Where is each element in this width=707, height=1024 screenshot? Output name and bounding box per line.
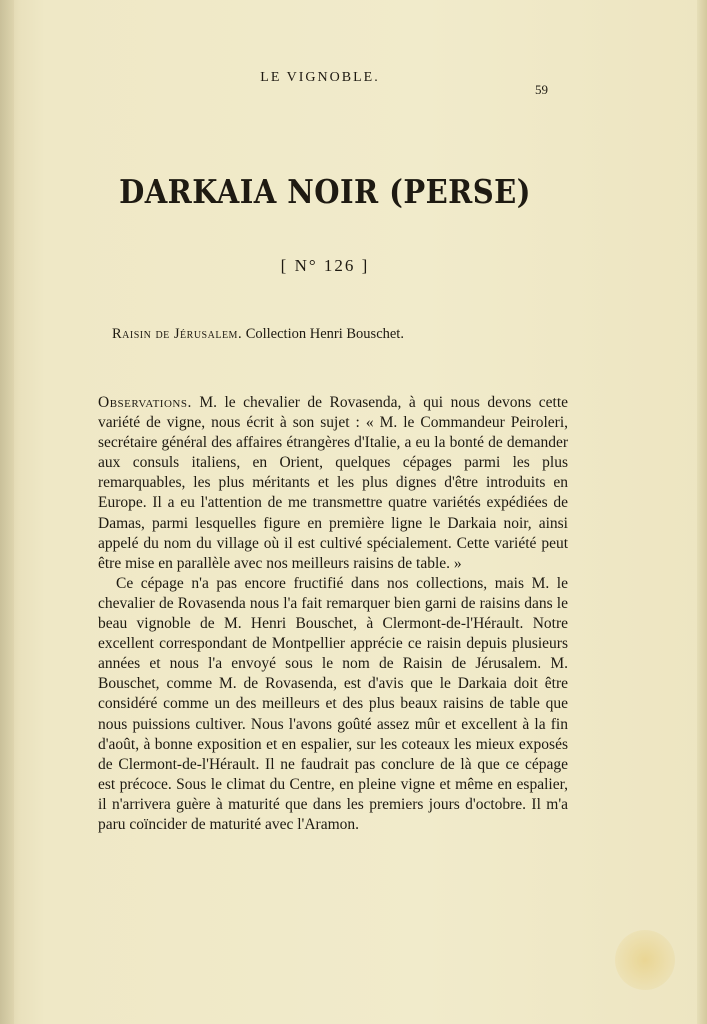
observations-heading: Observations. bbox=[98, 394, 192, 411]
observations-paragraph-1 bbox=[98, 393, 568, 574]
paragraph-1-text: M. le chevalier de Rovasenda, à qui nous devons cette variété de vigne, nous écrit à son sujet : « M. le Commandeur Peiroleri, secrétaire général des affaires étrangères d'Italie, a eu la bonté de demander aux consuls italiens, en Orient, quelques cépages parmi les plus remarquables, les plus méritants et les plus dignes d'être introduits en Europe. Il a eu l'attention de me transmettre quatre variétés expédiées de Damas, parmi lesquelles figure en première ligne le Darkaia noir, ainsi appelé du nom du village où il est cultivé spécialement. Cette variété peut être mise en parallèle avec nos meilleurs raisins de table. » bbox=[98, 394, 568, 572]
page-title: DARKAIA NOIR (PERSE) bbox=[119, 172, 531, 211]
synonym-collection: Collection Henri Bouschet. bbox=[242, 326, 404, 342]
entry-number: [ N° 126 ] bbox=[280, 256, 370, 275]
observations-paragraph-2: Ce cépage n'a pas encore fructifié dans nos collections, mais M. le chevalier de Rovasenda nous l'a fait remarquer bien garni de raisins dans le beau vignoble de M. Henri Bouschet, à Clermont-de-l'Hérault. Notre excellent correspondant de Montpellier apprécie ce raisin depuis plusieurs années et nous l'a envoyé sous le nom de Raisin de Jérusalem. M. Bouschet, comme M. de Rovasenda, est d'avis que le Darkaia doit être considéré comme un des meilleurs et des plus beaux raisins de table que nous puissions cultiver. Nous l'avons goûté assez mûr et excellent à la fin d'août, à bonne exposition et en espalier, sur les coteaux les mieux exposés de Clermont-de-l'Hérault. Il ne faudrait pas conclure de là que ce cépage est précoce. Sous le climat du Centre, en pleine vigne et même en espalier, il n'arrivera guère à maturité que dans les premiers jours d'octobre. Il m'a paru coïncider de maturité avec l'Aramon. bbox=[98, 574, 568, 833]
page-gutter bbox=[0, 0, 14, 1024]
observations-text bbox=[98, 393, 568, 835]
paper-stain bbox=[615, 930, 675, 990]
running-head: LE VIGNOBLE. bbox=[260, 70, 380, 85]
page-number: 59 bbox=[535, 82, 548, 97]
page-edge bbox=[697, 0, 707, 1024]
synonym-line bbox=[112, 326, 404, 343]
synonym-name: Raisin de Jérusalem. bbox=[112, 326, 243, 342]
